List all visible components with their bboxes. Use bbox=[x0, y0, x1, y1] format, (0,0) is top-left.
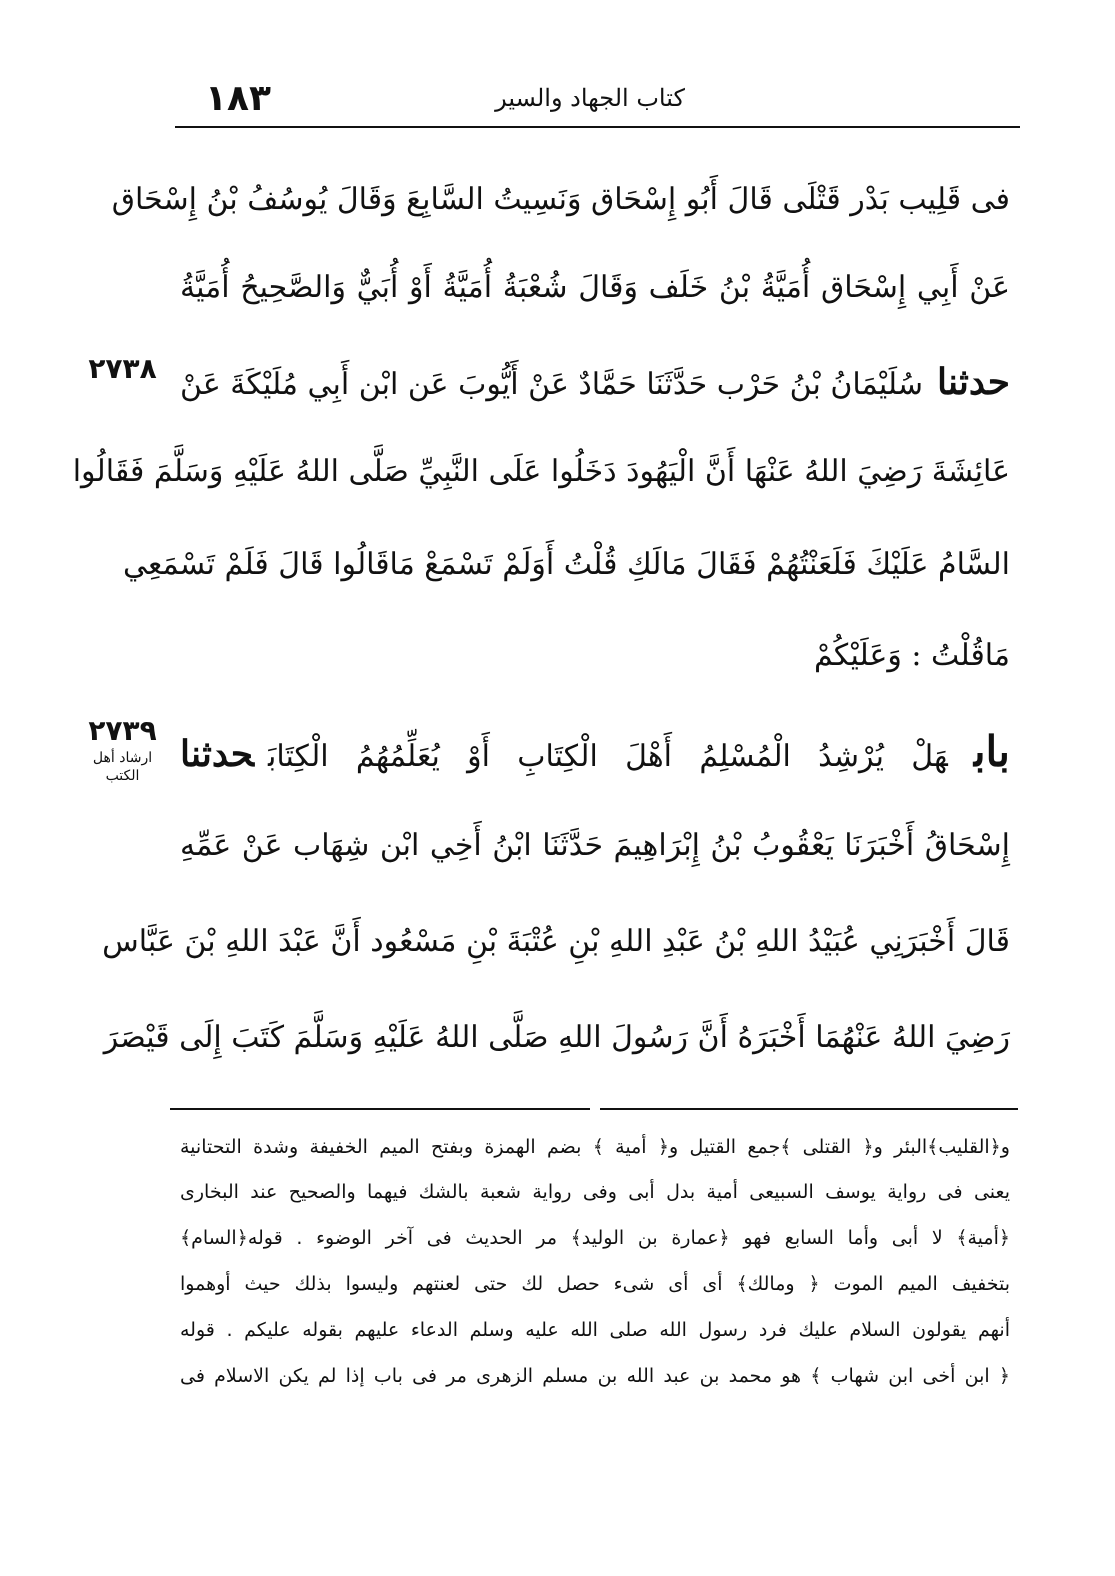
side-note-line-2: الكتب bbox=[105, 768, 140, 784]
haddathana-label: حدثنا bbox=[936, 361, 1010, 403]
hadith-number-2739: ٢٧٣٩ bbox=[88, 714, 157, 747]
text-line-3 bbox=[180, 352, 1010, 412]
page-number: ١٨٣ bbox=[205, 78, 271, 119]
footnote-line-4: بتخفيف الميم الموت ﴿ ومالك﴾ أى أى شىء حصل لك حتى لعنتهم وليسوا بذلك حيث أوهموا bbox=[180, 1273, 1010, 1295]
footnote-line-2: يعنى فى رواية يوسف السبيعى أمية بدل أبى وفى رواية شعبة بالشك فيهما والصحيح عند البخارى bbox=[180, 1181, 1010, 1203]
text-line-8: إِسْحَاقُ أَخْبَرَنَا يَعْقُوبُ بْنُ إِبْرَاهِيمَ حَدَّثَنَا ابْنُ أَخِي ابْن شِهَاب عَنْ عَمِّهِ bbox=[180, 828, 1010, 863]
hadith-number-2738: ٢٧٣٨ bbox=[88, 352, 157, 385]
text-line-6: مَاقُلْتُ : وَعَلَيْكُمْ bbox=[813, 638, 1010, 673]
text-line-4: عَائِشَةَ رَضِيَ اللهُ عَنْهَا أَنَّ الْيَهُودَ دَخَلُوا عَلَى النَّبِيِّ صَلَّى اللهُ عَلَيْهِ وَسَلَّمَ فَقَالُوا bbox=[72, 454, 1010, 489]
footnote-line-1: و﴿القليب﴾البئر و﴿ القتلى ﴾جمع القتيل و﴿ أمية ﴾ بضم الهمزة وبفتح الميم الخفيفة وشدة التحتانية bbox=[180, 1136, 1010, 1158]
footnote-rule-right bbox=[600, 1108, 1018, 1110]
text-line-5: السَّامُ عَلَيْكَ فَلَعَنْتُهُمْ فَقَالَ مَالَكِ قُلْتُ أَوَلَمْ تَسْمَعْ مَاقَالُوا قَالَ فَلَمْ تَسْمَعِي bbox=[123, 547, 1010, 582]
footnote-line-5: أنهم يقولون السلام عليك فرد رسول الله صلى الله عليه وسلم الدعاء عليهم بقوله عليكم . قوله bbox=[180, 1319, 1010, 1341]
bab-label: باب bbox=[973, 727, 1010, 776]
side-note-line-1: ارشاد أهل bbox=[92, 750, 153, 766]
text-line-1: فى قَلِيب بَدْر قَتْلَى قَالَ أَبُو إِسْحَاق وَنَسِيتُ السَّابِعَ وَقَالَ يُوسُفُ بْنُ إِسْحَاق bbox=[111, 182, 1010, 217]
footnote-rule-left bbox=[170, 1108, 590, 1110]
text-line-7 bbox=[180, 722, 1010, 782]
header-rule bbox=[175, 126, 1020, 128]
footnote-line-6: ﴿ ابن أخى ابن شهاب ﴾ هو محمد بن عبد الله بن مسلم الزهرى مر فى باب إذا لم يكن الاسلام فى bbox=[180, 1365, 1010, 1387]
footnote-line-3: ﴿أمية﴾ لا أبى وأما السابع فهو ﴿عمارة بن الوليد﴾ مر الحديث فى آخر الوضوء . قوله﴿السام﴾ bbox=[180, 1227, 1010, 1249]
text-line-2: عَنْ أَبِي إِسْحَاق أُمَيَّةُ بْنُ خَلَف وَقَالَ شُعْبَةُ أُمَيَّةُ أَوْ أُبَيٌّ وَالصَّحِيحُ أُمَيَّةُ bbox=[180, 270, 1010, 305]
text-line-9: قَالَ أَخْبَرَنِي عُبَيْدُ اللهِ بْنُ عَبْدِ اللهِ بْنِ عُتْبَةَ بْنِ مَسْعُود أَنَّ عَبْدَ اللهِ بْنَ عَبَّاس bbox=[102, 924, 1010, 959]
text-line-10: رَضِيَ اللهُ عَنْهُمَا أَخْبَرَهُ أَنَّ رَسُولَ اللهِ صَلَّى اللهُ عَلَيْهِ وَسَلَّمَ كَتَبَ إِلَى قَيْصَرَ bbox=[103, 1020, 1010, 1055]
haddathana-label-2: حدثنا bbox=[180, 733, 254, 775]
text-line-7-content: هَلْ يُرْشِدُ الْمُسْلِمُ أَهْلَ الْكِتَابِ أَوْ يُعَلِّمُهُمُ الْكِتَابَ bbox=[268, 739, 948, 774]
book-title: كتاب الجهاد والسير bbox=[495, 84, 685, 112]
text-line-3-content: سُلَيْمَانُ بْنُ حَرْب حَدَّثَنَا حَمَّادٌ عَنْ أَيُّوبَ عَن ابْن أَبِي مُلَيْكَةَ عَنْ bbox=[180, 367, 923, 402]
